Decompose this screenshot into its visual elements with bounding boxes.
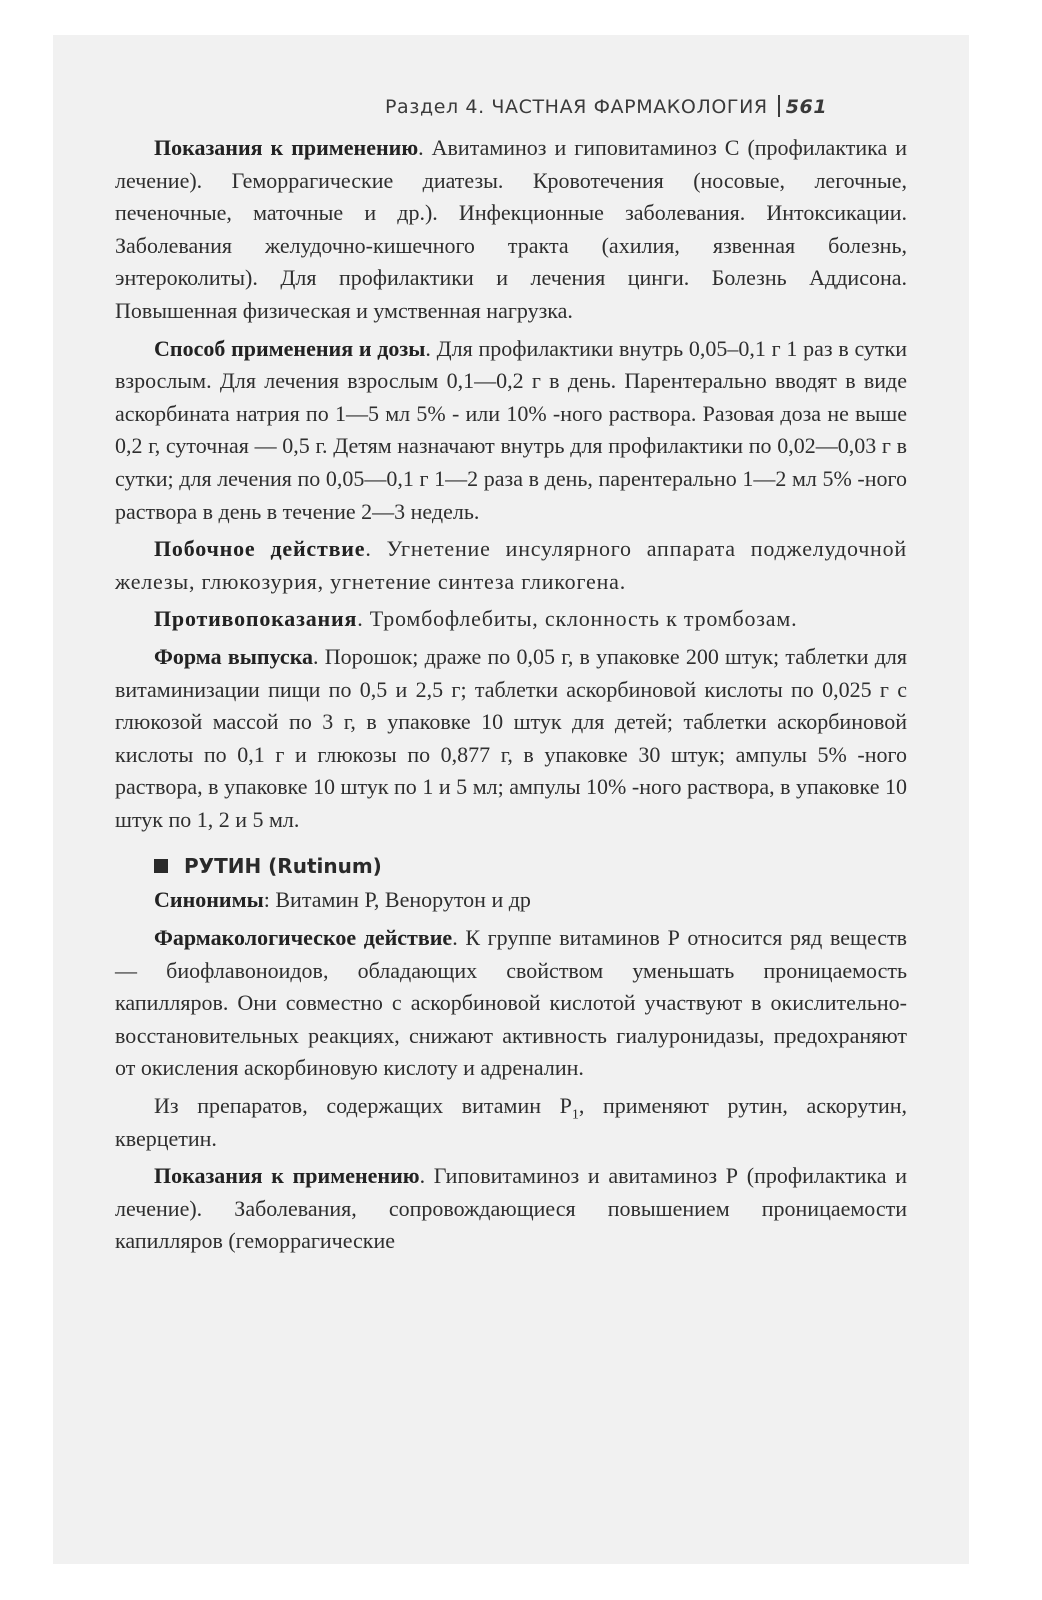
paragraph-label: Показания к применению bbox=[154, 135, 419, 160]
paragraph-dosage bbox=[115, 333, 907, 529]
paragraph-side-effects bbox=[115, 533, 907, 598]
paragraph-label: Способ применения и дозы bbox=[154, 335, 426, 361]
section-title: РУТИН (Rutinum) bbox=[184, 854, 382, 879]
paragraph-label: Форма выпуска bbox=[154, 643, 314, 669]
square-bullet-icon bbox=[154, 859, 168, 873]
paragraph-pharm-action bbox=[115, 922, 907, 1085]
paragraph-synonyms bbox=[115, 884, 907, 917]
paragraph-label: Фармакологическое действие bbox=[154, 925, 453, 951]
paragraph-text: : Витамин Р, Венорутон и др bbox=[263, 887, 531, 913]
running-header bbox=[385, 95, 905, 118]
paragraph-text: . Авитаминоз и гиповитаминоз С (профилактика и лечение). Геморрагические диатезы. Кровотечения (носовые, легочные, печеночные, маточные и др.). Инфекционные заболевания. Интоксикации. Заболевания желудочно-кишечного тракта (ахилия, язвенная болезнь, энтероколиты). Для профилактики и лечения цинги. Болезнь Аддисона. Повышенная физическая и умственная нагрузка. bbox=[115, 135, 907, 323]
paragraph-text: . К группе витаминов Р относится ряд веществ — биофлавоноидов, обладающих свойством уменьшать проницаемость капилляров. Они совместно с аскорбиновой кислотой участвуют в окислительно-восстановительных реакциях, снижают активность гиалуронидазы, предохраняют от окисления аскорбиновую кислоту и адреналин. bbox=[115, 925, 907, 1081]
paragraph-contraindications bbox=[115, 603, 907, 636]
section-heading bbox=[115, 850, 907, 882]
paragraph-label: Противопоказания bbox=[154, 606, 358, 632]
paragraph-text: . Для профилактики внутрь 0,05–0,1 г 1 раз в сутки взрослым. Для лечения взрослым 0,1—0,2 г в день. Парентерально вводят в виде аскорбината натрия по 1—5 мл 5% - или 10% -ного раствора. Разовая доза не выше 0,2 г, суточная — 0,5 г. Детям назначают внутрь для профилактики по 0,02—0,03 г в сутки; для лечения по 0,05—0,1 г 1—2 раза в день, парентерально 1—2 мл 5% -ного раствора в день в течение 2—3 недель. bbox=[115, 335, 907, 524]
paragraph-text: Из препаратов, содержащих витамин Р bbox=[154, 1093, 572, 1119]
paragraph-text: . Угнетение инсулярного аппарата поджелудочной железы, глюкозурия, угнетение синтеза гликогена. bbox=[115, 536, 908, 594]
header-divider bbox=[778, 95, 780, 117]
paragraph-indications bbox=[115, 132, 907, 328]
paragraph-text: . Тромбофлебиты, склонность к тромбозам. bbox=[357, 606, 798, 632]
paragraph-text: . Гиповитаминоз и авитаминоз Р (профилактика и лечение). Заболевания, сопровождающиеся повышением проницаемости капилляров (геморрагические bbox=[115, 1163, 907, 1254]
paragraph-indications-rutin bbox=[115, 1160, 907, 1258]
paragraph-preparations bbox=[115, 1090, 907, 1155]
paragraph-text: , применяют рутин, аскорутин, кверцетин. bbox=[115, 1093, 907, 1151]
paragraph-label: Показания к применению bbox=[154, 1163, 420, 1189]
running-title: Раздел 4. ЧАСТНАЯ ФАРМАКОЛОГИЯ bbox=[385, 96, 768, 118]
page-number: 561 bbox=[785, 96, 828, 118]
subscript: 1 bbox=[571, 1107, 579, 1123]
body-text bbox=[115, 132, 907, 1263]
paragraph-label: Побочное действие bbox=[154, 536, 366, 562]
paragraph-release-form bbox=[115, 641, 907, 837]
paragraph-text: . Порошок; драже по 0,05 г, в упаковке 200 штук; таблетки для витаминизации пищи по 0,5 и 2,5 г; таблетки аскорбиновой кислоты по 0,025 г с глюкозой массой по 3 г, в упаковке 10 штук для детей; таблетки аскорбиновой кислоты по 0,1 г и глюкозы по 0,877 г, в упаковке 30 штук; ампулы 5% -ного раствора, в упаковке 10 штук по 1 и 5 мл; ампулы 10% -ного раствора, в упаковке 10 штук по 1, 2 и 5 мл. bbox=[115, 643, 908, 832]
paragraph-label: Синонимы bbox=[154, 887, 264, 913]
